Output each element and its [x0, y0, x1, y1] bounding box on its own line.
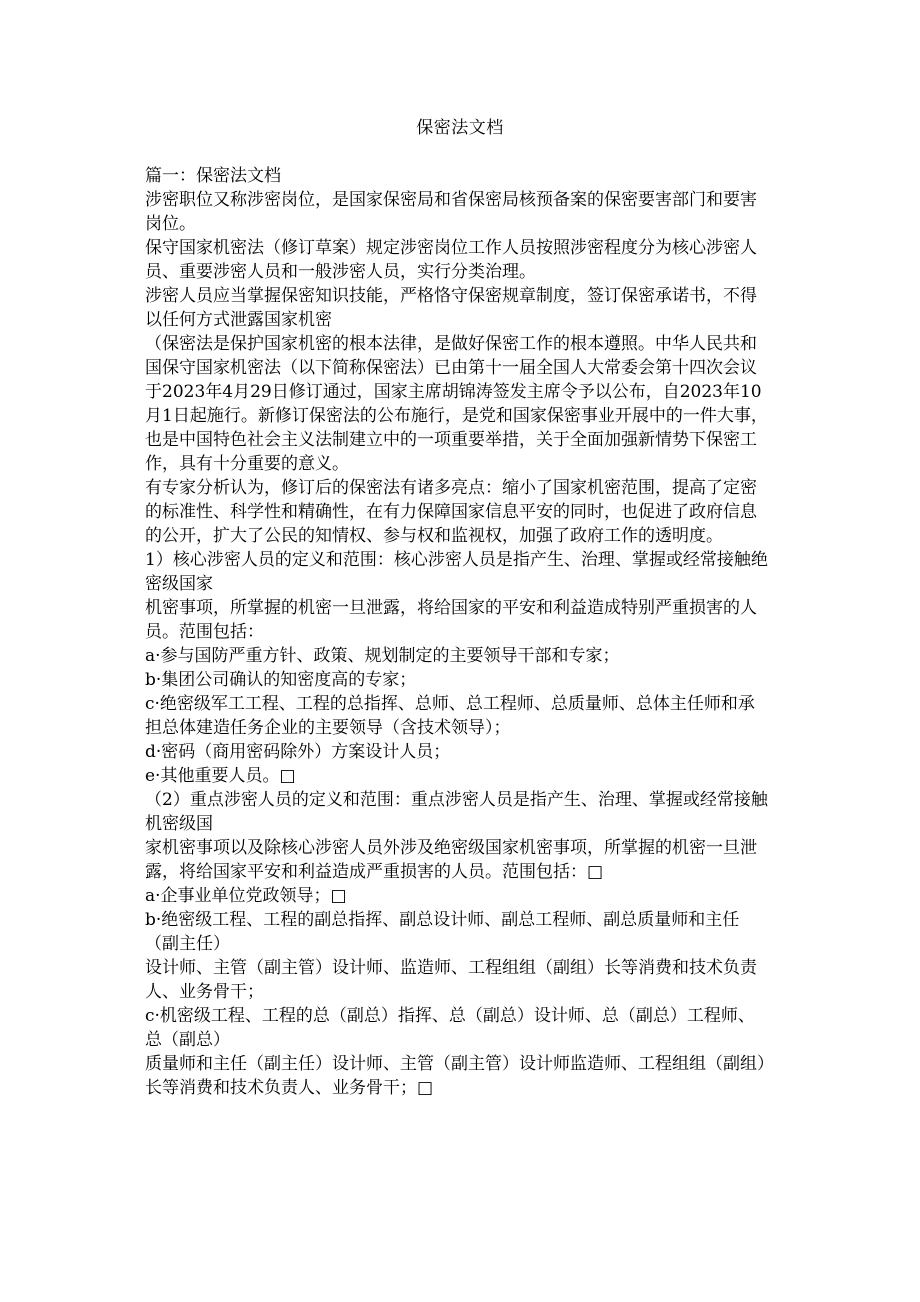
- paragraph: b·绝密级工程、工程的副总指挥、副总设计师、副总工程师、副总质量师和主任（副主任）: [145, 910, 740, 954]
- paragraph: 担总体建造任务企业的主要领导（含技术领导）；: [145, 718, 511, 738]
- paragraph: b·集团公司确认的知密度高的专家；: [145, 670, 417, 690]
- document-body: [145, 164, 771, 1100]
- paragraph: c·绝密级军工工程、工程的总指挥、总师、总工程师、总质量师、总体主任师和承: [145, 694, 755, 714]
- paragraph: 篇一：保密法文档: [145, 166, 281, 186]
- paragraph: 1）核心涉密人员的定义和范围：核心涉密人员是指产生、治理、掌握或经常接触绝密级国家: [145, 550, 768, 594]
- paragraph: 质量师和主任（副主任）设计师、主管（副主管）设计师监造师、工程组组（副组）长等消费和技术负责人、业务骨干；□: [145, 1054, 766, 1098]
- paragraph: d·密码（商用密码除外）方案设计人员；: [145, 742, 451, 762]
- document-title: 保密法文档: [416, 118, 504, 138]
- paragraph: （保密法是保护国家机密的根本法律，是做好保密工作的根本遵照。中华人民共和国保守国家机密法（以下简称保密法）已由第十一届全国人大常委会第十四次会议于2023年4月29日修订通过，国家主席胡锦涛签发主席令予以公布，自2023年10月1日起施行。新修订保密法的公布施行，是党和国家保密事业开展中的一件大事，也是中国特色社会主义法制建立中的一项重要举措，关于全面加强新情势下保密工作，具有十分重要的意义。: [145, 334, 768, 474]
- paragraph: 涉密人员应当掌握保密知识技能，严格恪守保密规章制度，签订保密承诺书，不得以任何方式泄露国家机密: [145, 286, 757, 330]
- paragraph: 机密事项，所掌握的机密一旦泄露，将给国家的平安和利益造成特别严重损害的人员。范围包括：: [145, 598, 757, 642]
- paragraph: c·机密级工程、工程的总（副总）指挥、总（副总）设计师、总（副总）工程师、总（副总）: [145, 1006, 755, 1050]
- paragraph: 设计师、主管（副主管）设计师、监造师、工程组组（副组）长等消费和技术负责人、业务骨干；: [145, 958, 757, 1002]
- paragraph: 家机密事项以及除核心涉密人员外涉及绝密级国家机密事项，所掌握的机密一旦泄露，将给国家平安和利益造成严重损害的人员。范围包括：□: [145, 838, 757, 882]
- paragraph: a·企事业单位党政领导；□: [145, 886, 347, 906]
- paragraph: 有专家分析认为，修订后的保密法有诸多亮点：缩小了国家机密范围，提高了定密的标准性、科学性和精确性，在有力保障国家信息平安的同时，也促进了政府信息的公开，扩大了公民的知情权、参与权和监视权，加强了政府工作的透明度。: [145, 478, 757, 546]
- paragraph: （2）重点涉密人员的定义和范围：重点涉密人员是指产生、治理、掌握或经常接触机密级国: [145, 790, 768, 834]
- paragraph: 保守国家机密法（修订草案）规定涉密岗位工作人员按照涉密程度分为核心涉密人员、重要涉密人员和一般涉密人员，实行分类治理。: [145, 238, 757, 282]
- paragraph: 涉密职位又称涉密岗位，是国家保密局和省保密局核预备案的保密要害部门和要害岗位。: [145, 190, 757, 234]
- paragraph: a·参与国防严重方针、政策、规划制定的主要领导干部和专家；: [145, 646, 620, 666]
- paragraph: e·其他重要人员。□: [145, 766, 296, 786]
